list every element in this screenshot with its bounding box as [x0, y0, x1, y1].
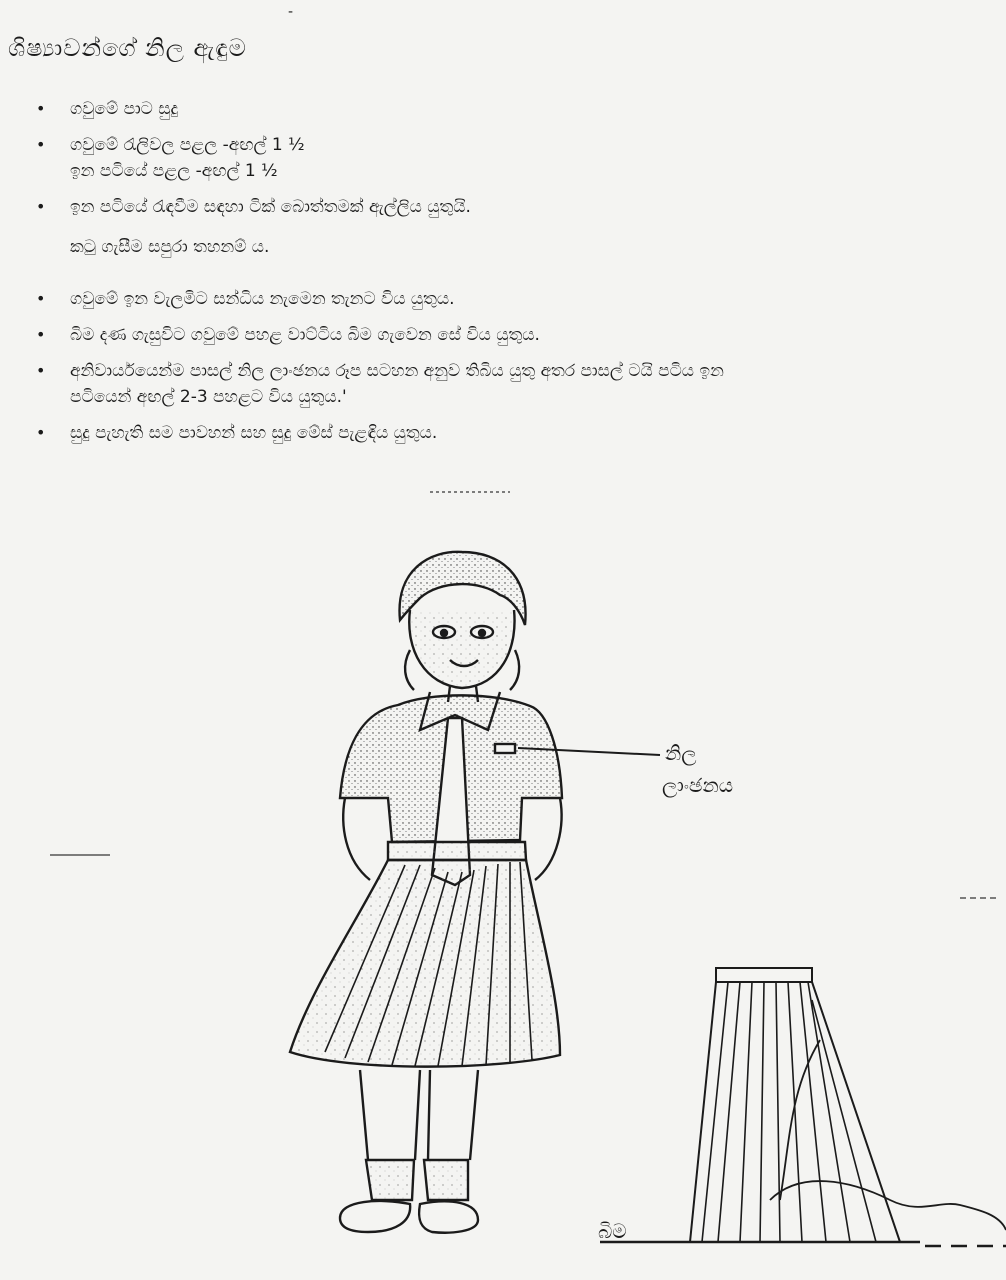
girl-figure [290, 552, 562, 1233]
scan-noise [50, 492, 1000, 898]
uniform-illustration [0, 480, 1006, 1280]
ground-label: බිම [598, 1219, 627, 1243]
bullet: • [36, 361, 46, 380]
rule-text: පටියෙන් අඟල් 2-3 පහළට විය යුතුය.' [70, 387, 347, 407]
rule-text: ගවුමේ ඉන වැලමිට සන්ධිය නැමෙන තැනට විය යුතුය. [70, 289, 455, 309]
bullet: • [36, 325, 46, 344]
rule-text: ගවුමේ පාට සුදු [70, 99, 179, 119]
rule-text: අනිවාර්යයෙන්ම පාසල් නිල ලාංඡනය රූප සටහන අනුව තිබිය යුතු අතර පාසල් ටයි පටිය ඉන [70, 361, 724, 381]
bullet: • [36, 135, 46, 154]
bullet: • [36, 197, 46, 216]
bullet: • [36, 289, 46, 308]
bullet: • [36, 423, 46, 442]
rule-text: ඉන පටියේ රැඳවීම සඳහා ටික් බොත්තමක් ඇල්ලිය යුතුයි. [70, 197, 471, 217]
rule-item [36, 194, 966, 220]
skirt-side-view [690, 968, 1006, 1242]
rule-text: ඉන පටියේ පළල -අඟල් 1 ½ [70, 161, 278, 181]
top-mark: - [288, 4, 294, 20]
rule-text: ගවුමේ රැලිවල පළල -අඟල් 1 ½ [70, 135, 305, 155]
rule-note [36, 234, 966, 260]
rule-text: සුදු පැහැති සම පාවහන් සහ සුදු මේස් පැළඳිය යුතුය. [70, 423, 438, 443]
rule-text: කටු ගැසීම සපුරා තහනම් ය. [70, 237, 270, 257]
rule-item [36, 132, 966, 184]
bullet: • [36, 99, 46, 118]
rule-item [36, 420, 966, 446]
rule-item [36, 286, 966, 312]
rule-item [36, 96, 966, 122]
badge-label-line1: නිල [665, 741, 697, 765]
rule-item [36, 358, 966, 410]
rules-list [36, 96, 966, 456]
page-title: ශිෂ්‍යාවන්ගේ නිල ඇඳුම [8, 34, 247, 62]
rule-text: බිම දණ ගැසුවිට ගවුමේ පහළ වාට්ටිය බිම ගැවෙන සේ විය යුතුය. [70, 325, 540, 345]
rule-item [36, 322, 966, 348]
badge-label-line2: ලාංඡනය [662, 773, 734, 797]
